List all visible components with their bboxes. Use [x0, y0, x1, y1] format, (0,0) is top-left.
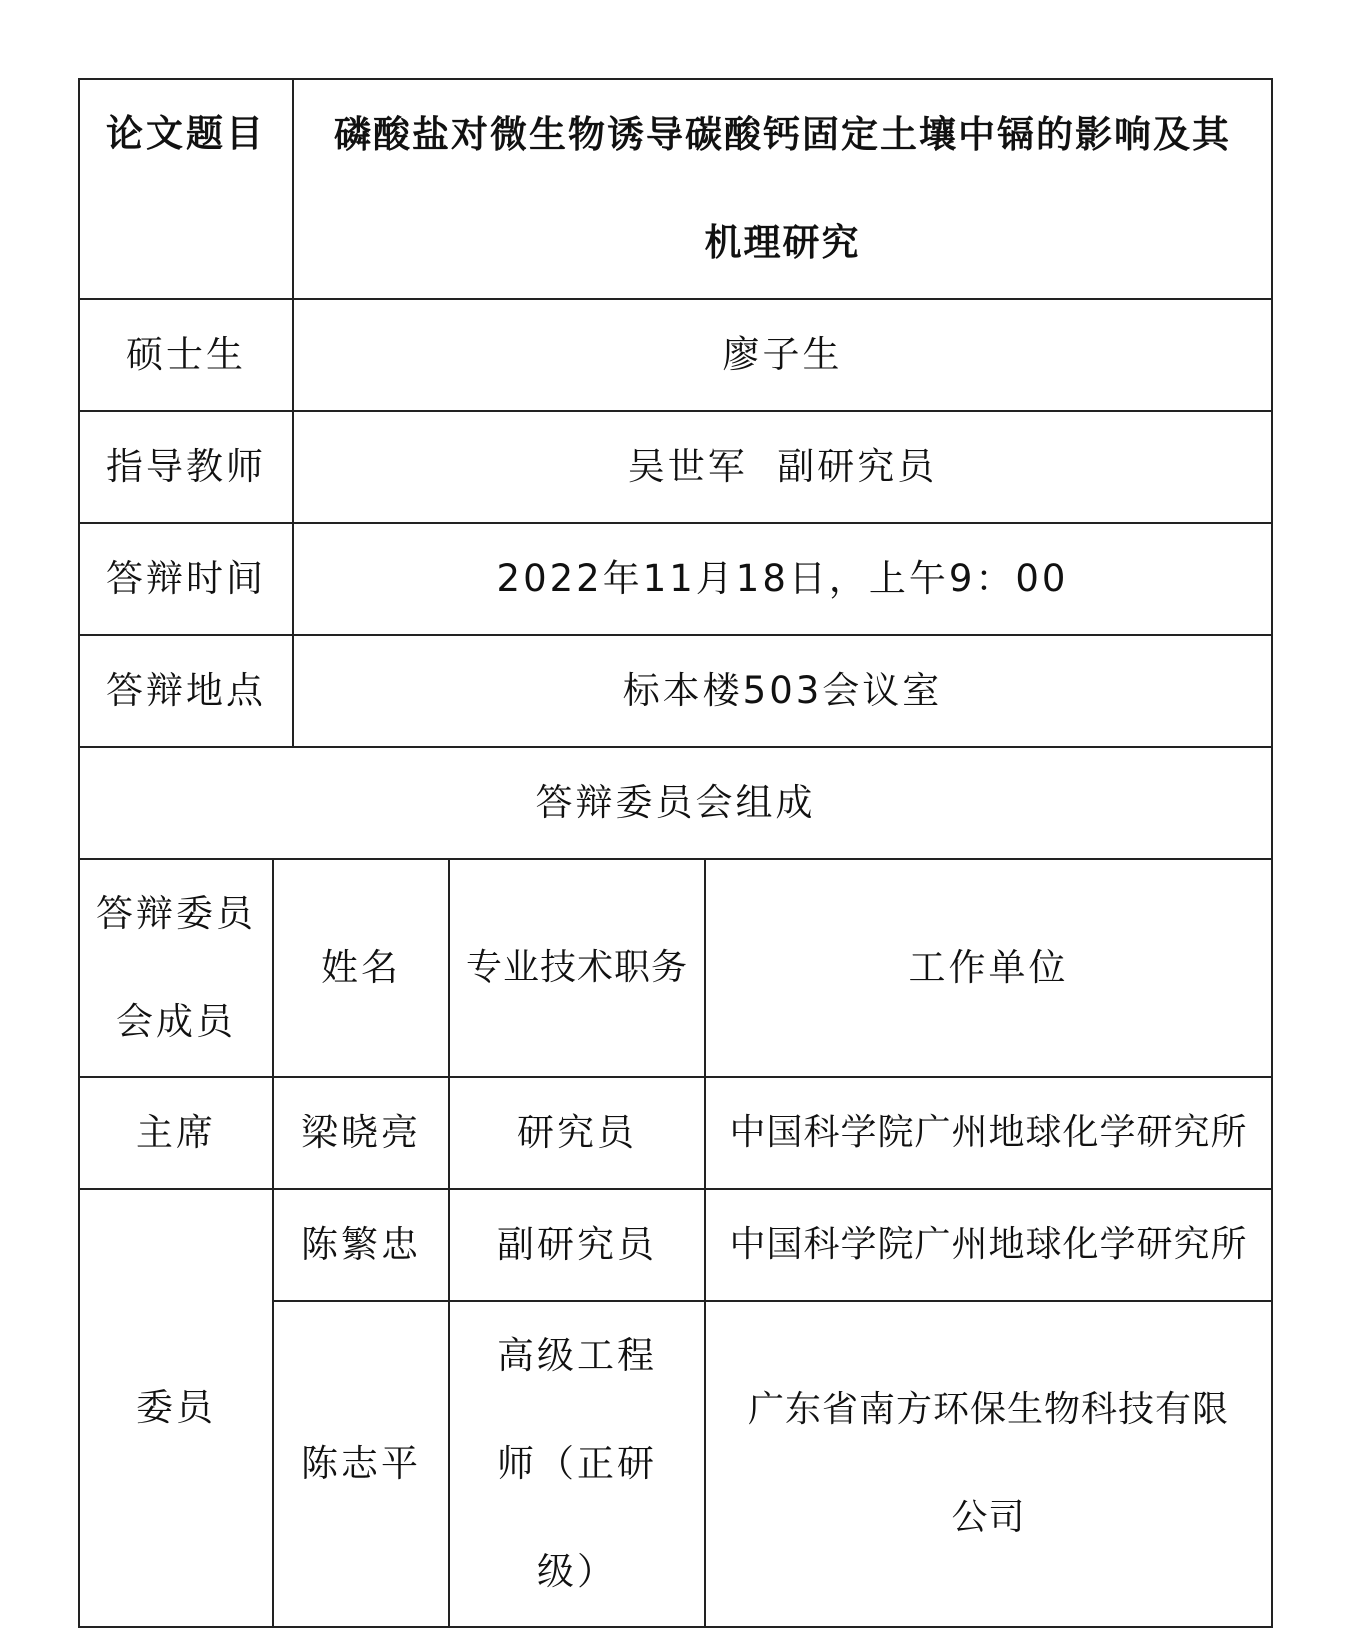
- committee-section-row: [79, 747, 1272, 859]
- thesis-title-row: [79, 79, 1272, 299]
- committee-unit-header: 工作单位: [705, 859, 1272, 1077]
- student-row: [79, 299, 1272, 411]
- chair-name: 梁晓亮: [273, 1077, 449, 1189]
- member-title: 高级工程师（正研级）: [449, 1301, 705, 1627]
- members-role: 委员: [79, 1189, 273, 1627]
- defense-place-label: 答辩地点: [79, 635, 293, 747]
- defense-info-sheet: [78, 78, 1271, 1628]
- member-name: 陈繁忠: [273, 1189, 449, 1301]
- member-title: 副研究员: [449, 1189, 705, 1301]
- thesis-title-label: 论文题目: [79, 79, 293, 299]
- supervisor-label: 指导教师: [79, 411, 293, 523]
- chair-role: 主席: [79, 1077, 273, 1189]
- student-label: 硕士生: [79, 299, 293, 411]
- committee-role-header: 答辩委员会成员: [79, 859, 273, 1077]
- chair-title: 研究员: [449, 1077, 705, 1189]
- defense-time-row: [79, 523, 1272, 635]
- supervisor-row: [79, 411, 1272, 523]
- committee-section-title: 答辩委员会组成: [79, 747, 1272, 859]
- member-unit: 中国科学院广州地球化学研究所: [705, 1189, 1272, 1301]
- committee-member-row: [79, 1189, 1272, 1301]
- defense-time-value: 2022年11月18日，上午9：00: [293, 523, 1272, 635]
- defense-place-row: [79, 635, 1272, 747]
- committee-title-header: 专业技术职务: [449, 859, 705, 1077]
- defense-time-label: 答辩时间: [79, 523, 293, 635]
- member-name: 陈志平: [273, 1301, 449, 1627]
- defense-place-value: 标本楼503会议室: [293, 635, 1272, 747]
- committee-header-row: [79, 859, 1272, 1077]
- defense-info-table: [78, 78, 1273, 1628]
- student-name: 廖子生: [293, 299, 1272, 411]
- chair-unit: 中国科学院广州地球化学研究所: [705, 1077, 1272, 1189]
- member-unit: 广东省南方环保生物科技有限公司: [705, 1301, 1272, 1627]
- thesis-title-value: 磷酸盐对微生物诱导碳酸钙固定土壤中镉的影响及其机理研究: [293, 79, 1272, 299]
- supervisor-value: 吴世军 副研究员: [293, 411, 1272, 523]
- committee-chair-row: [79, 1077, 1272, 1189]
- committee-name-header: 姓名: [273, 859, 449, 1077]
